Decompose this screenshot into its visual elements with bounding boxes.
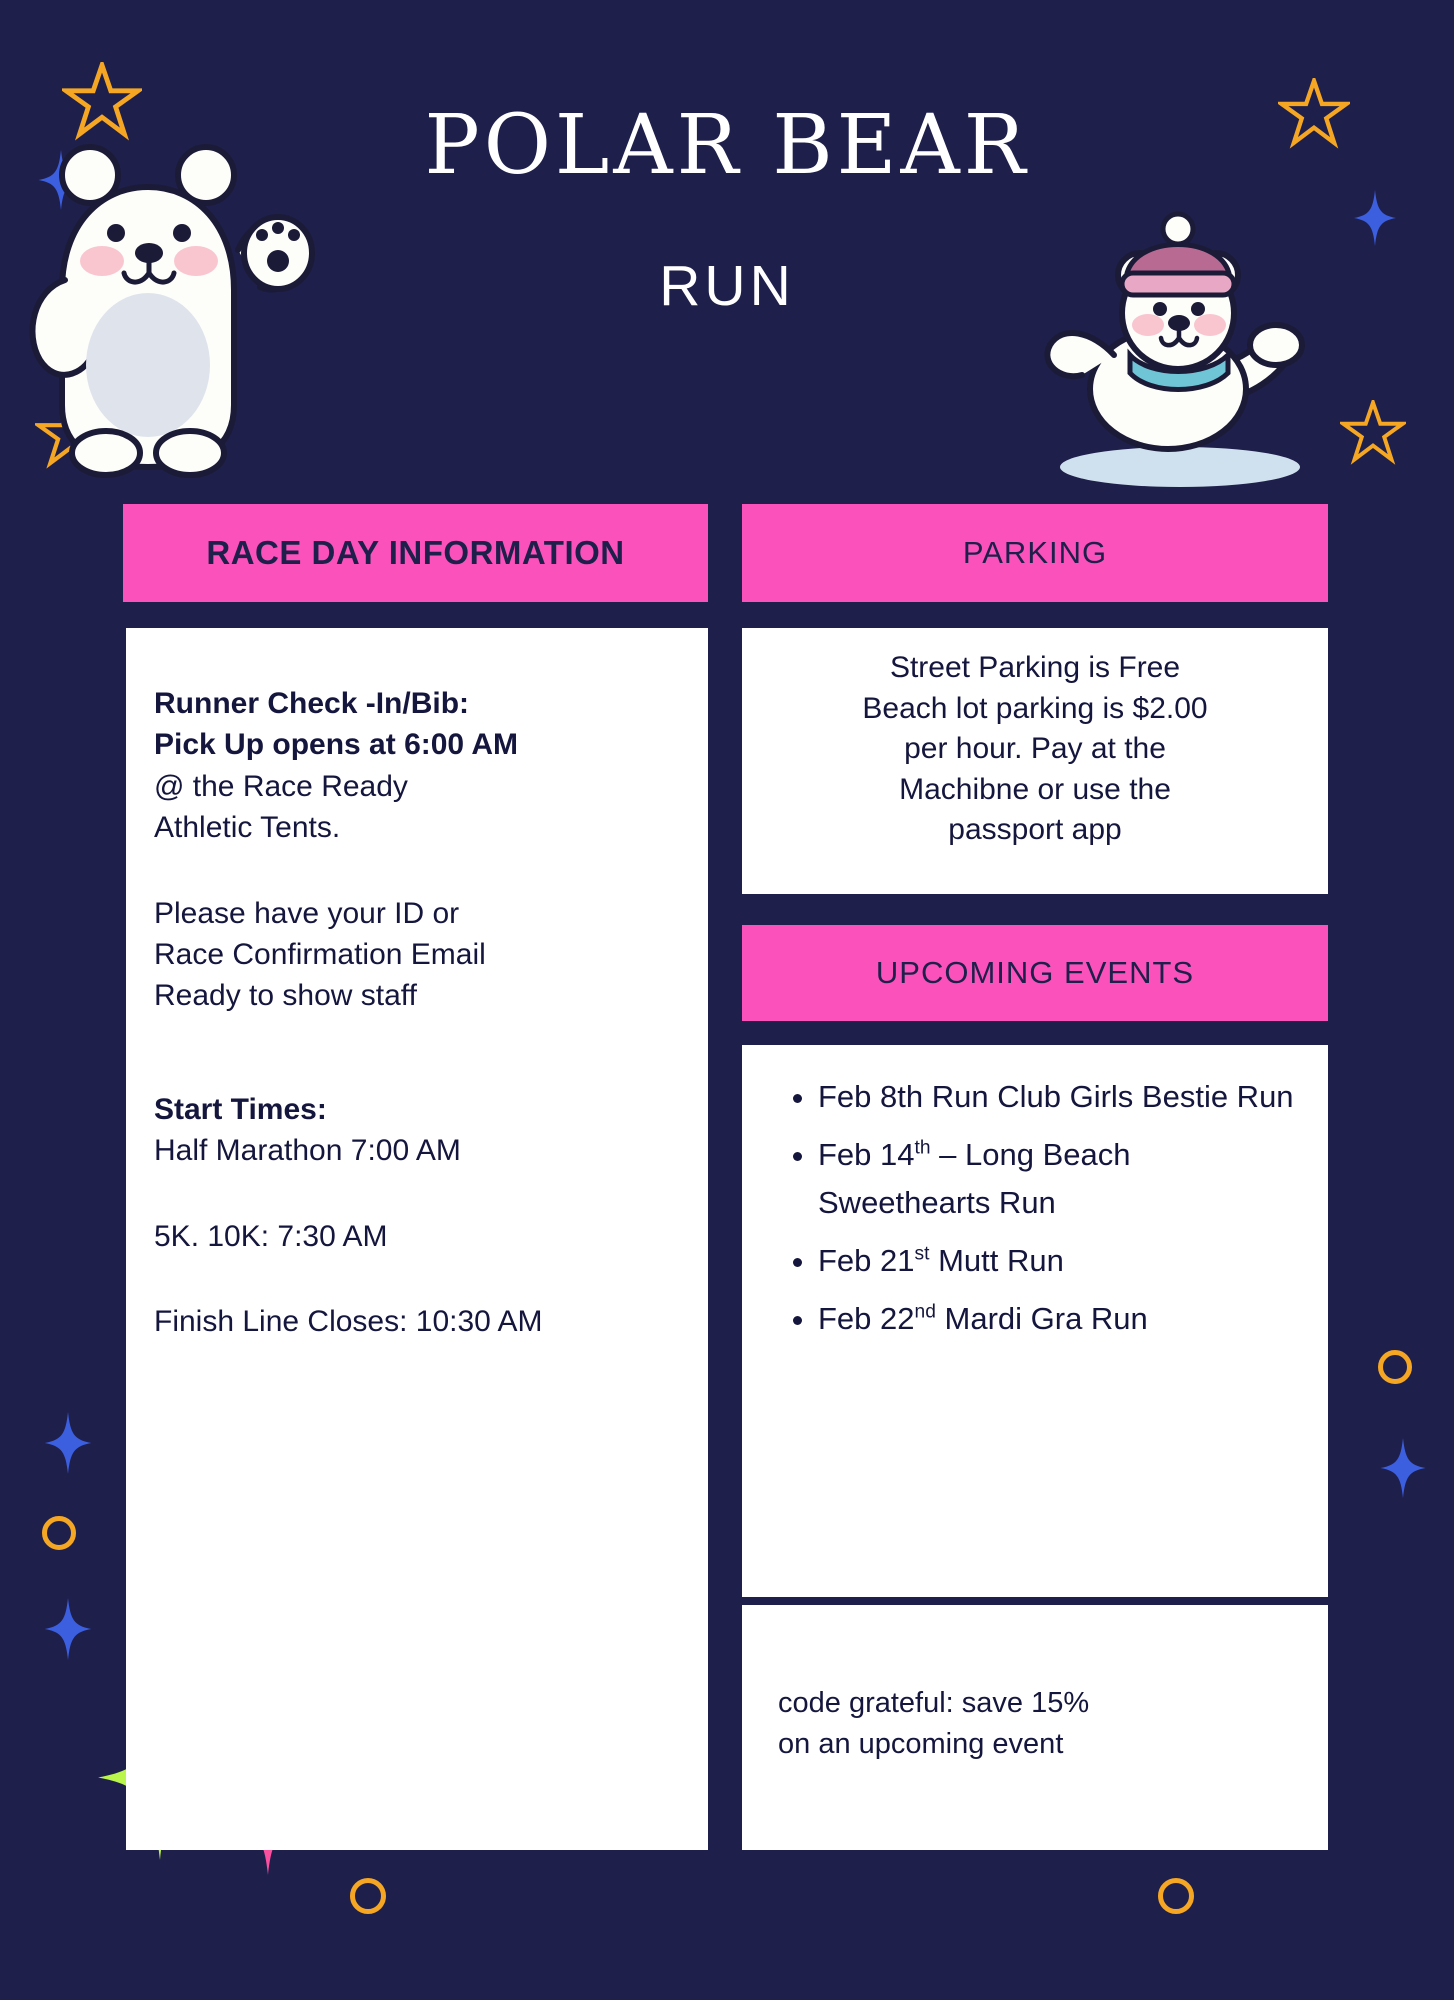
parking-line-5: passport app	[948, 813, 1122, 846]
checkin-title-line1: Runner Check -In/Bib:	[154, 687, 470, 720]
upcoming-events-list	[766, 1073, 1304, 1343]
upcoming-events-header	[742, 925, 1328, 1021]
upcoming-events-card	[742, 1045, 1328, 1597]
parking-card	[742, 628, 1328, 894]
event-name: Mutt Run	[929, 1243, 1064, 1279]
race-day-information-card	[126, 628, 708, 1850]
start-times-label: Start Times:	[154, 1092, 327, 1126]
event-date: Feb 22	[818, 1301, 915, 1337]
orange-ring-icon	[42, 1516, 76, 1550]
id-requirement-line3: Ready to show staff	[154, 979, 417, 1013]
promo-line-1: code grateful: save 15%	[778, 1687, 1090, 1719]
polar-bear-sliding-illustration	[1030, 205, 1330, 495]
event-name: – Long Beach Sweethearts Run	[818, 1137, 1131, 1221]
blue-sparkle-icon	[42, 1412, 94, 1474]
orange-ring-icon	[350, 1878, 386, 1914]
spacer	[154, 1172, 678, 1216]
event-date-suffix: th	[914, 1137, 931, 1159]
event-date-suffix: st	[914, 1243, 930, 1265]
event-name: Run Club Girls Bestie Run	[923, 1079, 1294, 1114]
spacer	[154, 849, 678, 893]
page-subtitle: RUN	[659, 254, 795, 318]
flyer-header	[0, 0, 1454, 500]
promo-line-2: on an upcoming event	[778, 1727, 1064, 1760]
spacer	[154, 1017, 678, 1061]
event-date: Feb 8th	[818, 1079, 924, 1114]
finish-line-close-time: Finish Line Closes: 10:30 AM	[154, 1304, 543, 1338]
checkin-title-line2: Pick Up opens at 6:00 AM	[154, 728, 518, 762]
event-date: Feb 21	[818, 1243, 915, 1279]
list-item	[818, 1295, 1304, 1343]
list-item	[818, 1073, 1304, 1121]
list-item	[818, 1131, 1304, 1227]
parking-line-2: Beach lot parking is $2.00	[862, 691, 1208, 725]
blue-sparkle-icon	[1378, 1438, 1428, 1498]
spacer	[154, 1257, 678, 1301]
race-day-information-heading: RACE DAY INFORMATION	[206, 534, 625, 571]
orange-ring-icon	[1378, 1350, 1412, 1384]
parking-line-4: Machibne or use the	[899, 772, 1171, 806]
upcoming-events-heading: UPCOMING EVENTS	[875, 955, 1195, 990]
event-name: Mardi Gra Run	[935, 1301, 1148, 1337]
blue-sparkle-icon	[42, 1598, 94, 1660]
parking-line-3: per hour. Pay at the	[904, 732, 1166, 765]
event-date: Feb 14	[818, 1137, 915, 1173]
page-title: POLAR BEAR	[424, 98, 1030, 193]
list-item	[818, 1237, 1304, 1285]
orange-ring-icon	[1158, 1878, 1194, 1914]
parking-line-1: Street Parking is Free	[889, 651, 1181, 684]
id-requirement-line2: Race Confirmation Email	[154, 937, 486, 971]
start-time-5k-10k: 5K. 10K: 7:30 AM	[154, 1219, 388, 1253]
event-date-suffix: nd	[914, 1301, 936, 1323]
parking-heading: PARKING	[962, 535, 1108, 570]
id-requirement-line1: Please have your ID or	[154, 896, 460, 930]
checkin-location-line2: Athletic Tents.	[154, 811, 341, 845]
promo-code-card	[742, 1605, 1328, 1850]
spacer	[154, 1061, 678, 1089]
race-day-information-header	[123, 504, 708, 602]
start-time-half-marathon: Half Marathon 7:00 AM	[154, 1134, 461, 1168]
parking-header	[742, 504, 1328, 602]
checkin-location-line1: @ the Race Ready	[154, 769, 408, 803]
